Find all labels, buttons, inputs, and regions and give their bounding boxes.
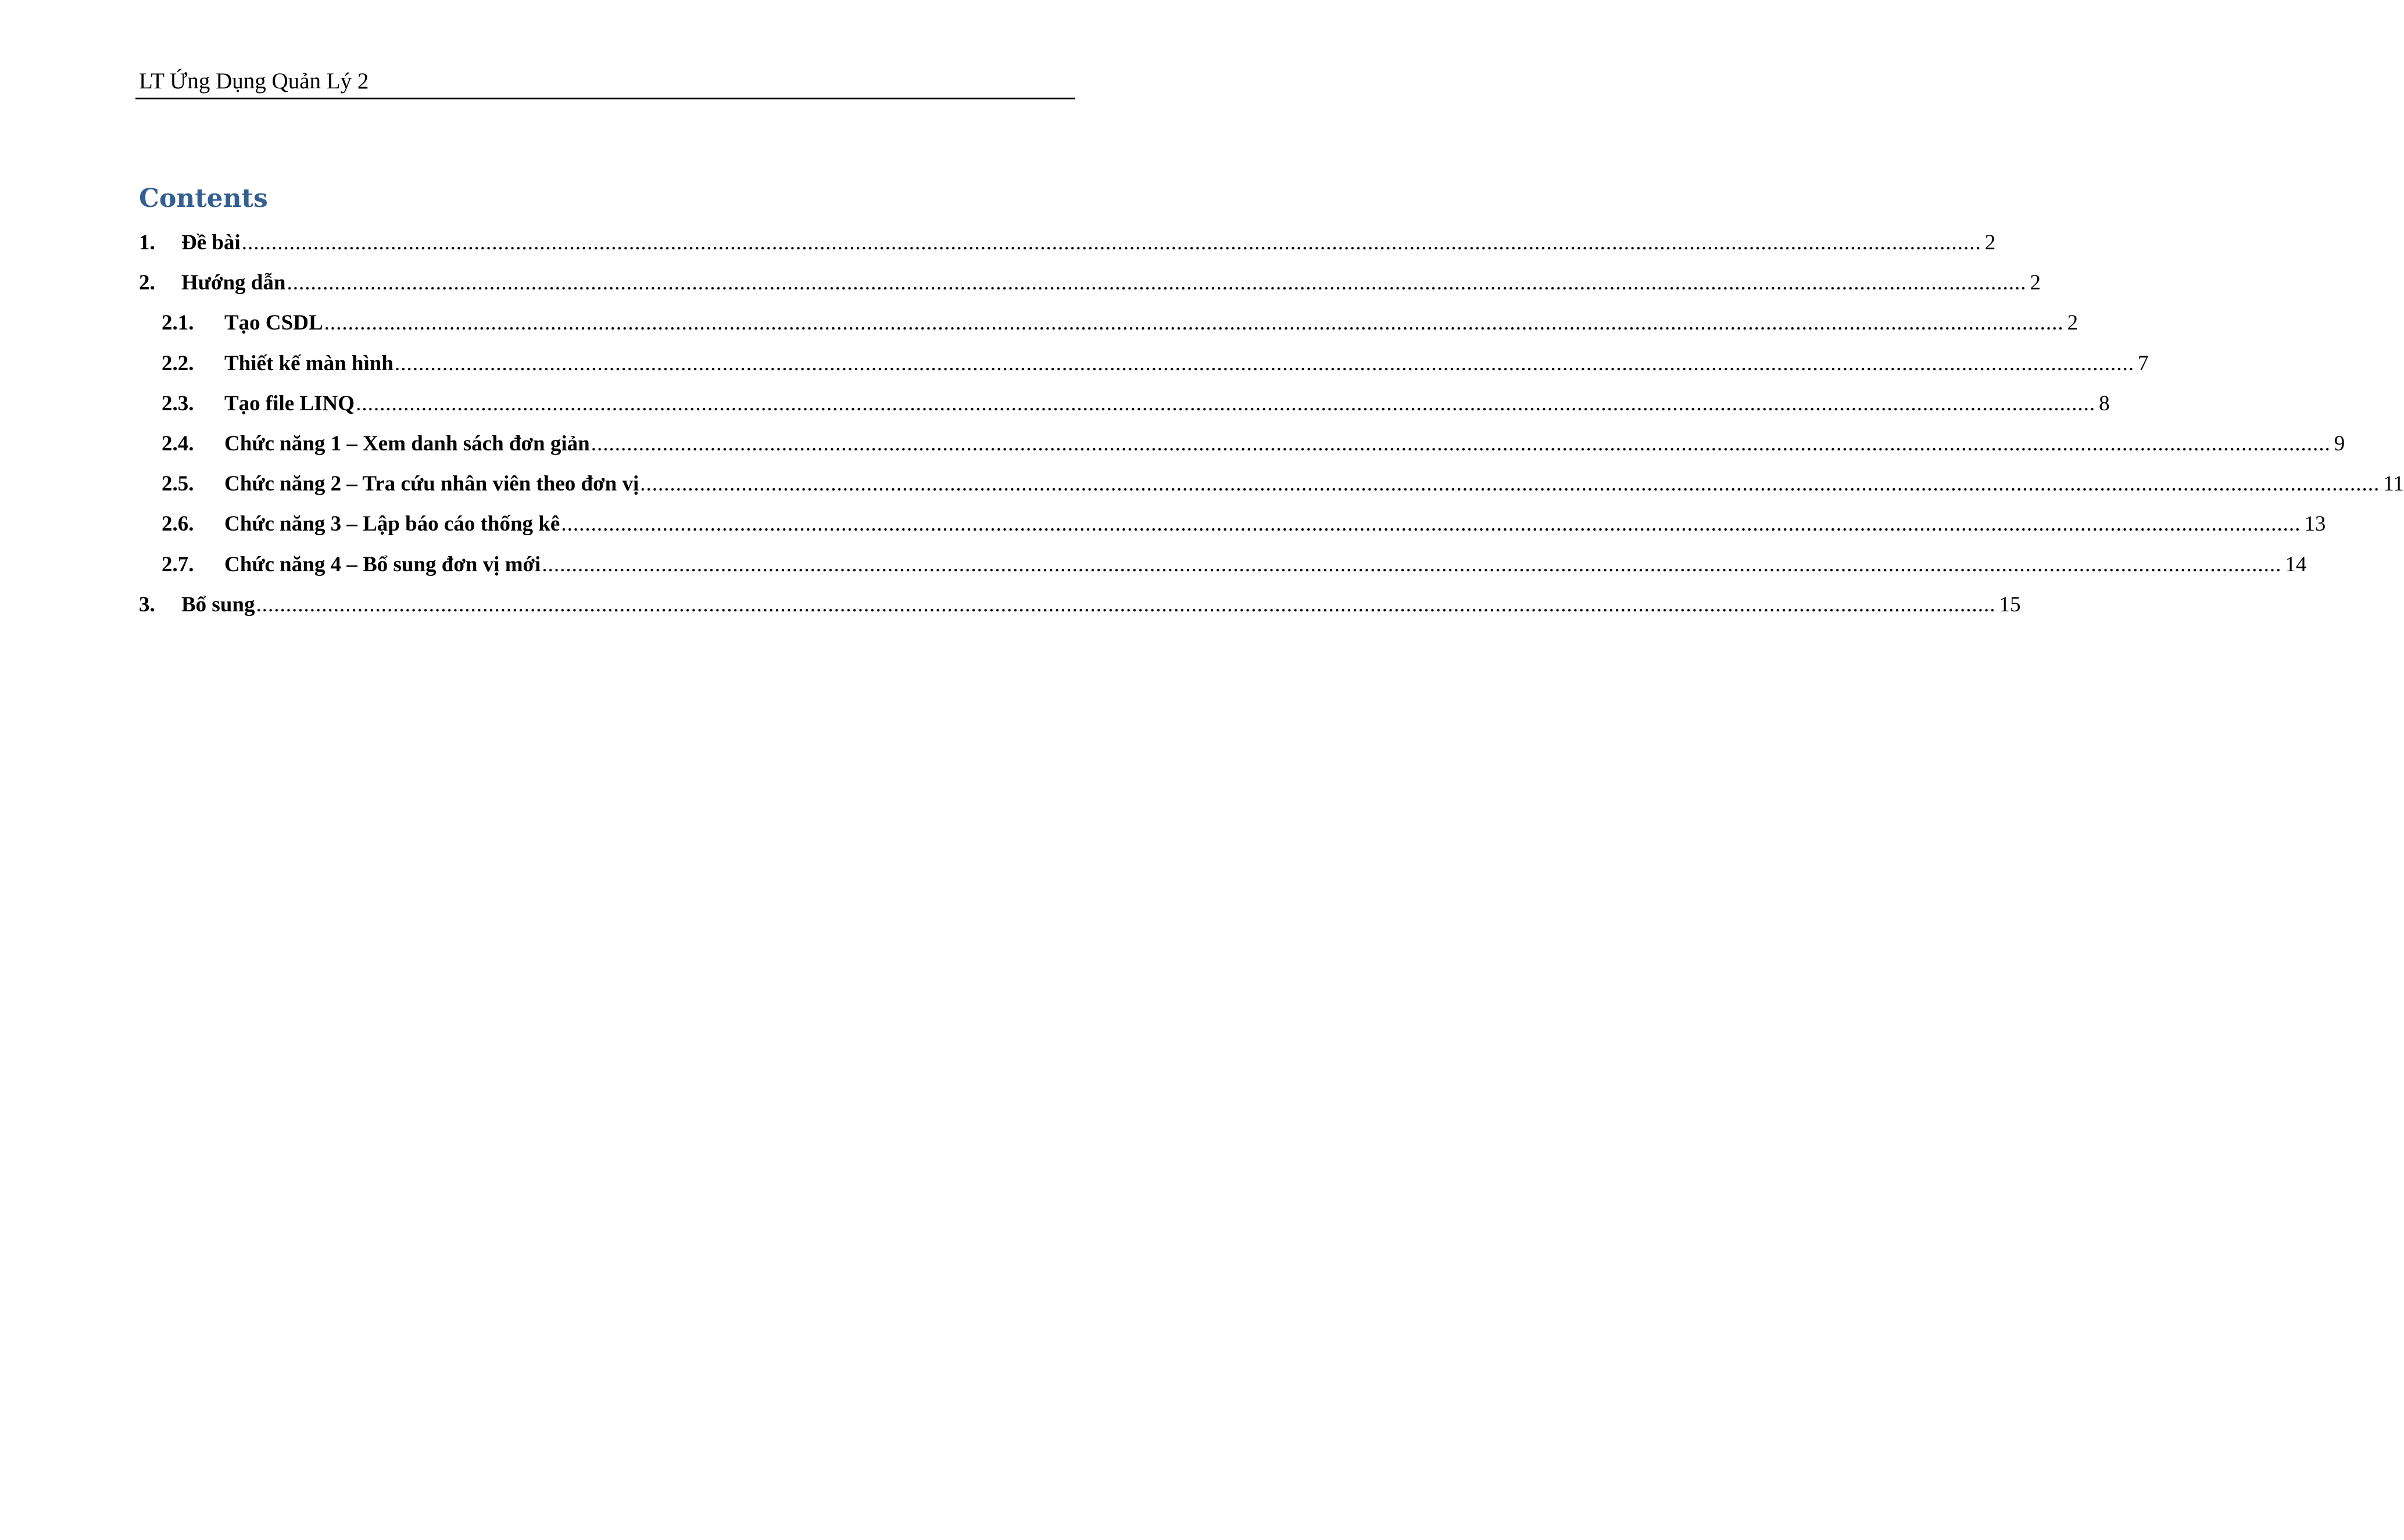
toc-entry[interactable] (0, 389, 2110, 418)
toc-entry[interactable] (0, 228, 1996, 257)
toc-entry[interactable] (0, 510, 2326, 539)
page-header (135, 65, 1075, 99)
toc-entry-number: 2.2. (162, 352, 194, 375)
toc-entry-number: 2.4. (162, 432, 194, 456)
toc-entry-label: Tạo file LINQ (224, 392, 355, 416)
toc-dot-leader: .................................................................................................................................................................................................................................................................................................... (640, 472, 2380, 496)
toc-entry-number: 2. (139, 271, 155, 295)
toc-entry-label: Chức năng 1 – Xem danh sách đơn giản (224, 432, 590, 456)
toc-entry-page-number: 2 (1984, 231, 1996, 255)
toc-entry-page-number: 13 (2304, 512, 2326, 536)
toc-entry-page-number: 15 (1999, 593, 2021, 617)
toc-entry-page-number: 7 (2137, 352, 2149, 375)
toc-entry-label: Chức năng 3 – Lập báo cáo thống kê (224, 512, 560, 536)
toc-entry[interactable] (0, 309, 2079, 338)
toc-entry-page-number: 8 (2099, 392, 2110, 416)
toc-dot-leader: .................................................................................................................................................................................................................................................................................................... (356, 392, 2096, 416)
toc-entry-page-number: 9 (2334, 432, 2345, 456)
toc-dot-leader: .................................................................................................................................................................................................................................................................................................... (287, 271, 2027, 295)
toc-dot-leader: .................................................................................................................................................................................................................................................................................................... (561, 512, 2301, 536)
toc-entry-number: 2.1. (162, 311, 194, 335)
toc-entry-label: Bổ sung (181, 593, 255, 617)
header-title: LT Ứng Dụng Quản Lý 2 (139, 69, 369, 94)
toc-dot-leader: .................................................................................................................................................................................................................................................................................................... (394, 352, 2134, 375)
toc-entry[interactable] (0, 268, 2041, 298)
toc-dot-leader: .................................................................................................................................................................................................................................................................................................... (256, 593, 1996, 617)
toc-entry[interactable] (0, 470, 2404, 499)
toc-entry[interactable] (0, 590, 2021, 619)
toc-entry[interactable] (0, 550, 2307, 579)
toc-entry-page-number: 14 (2285, 553, 2307, 576)
toc-entry-number: 1. (139, 231, 155, 255)
toc-entry-number: 2.3. (162, 392, 194, 416)
toc-dot-leader: .................................................................................................................................................................................................................................................................................................... (241, 231, 1981, 255)
toc-entry-label: Thiết kế màn hình (224, 352, 393, 375)
toc-entry-number: 2.7. (162, 553, 194, 576)
toc-dot-leader: .................................................................................................................................................................................................................................................................................................... (324, 311, 2064, 335)
toc-entry-number: 2.6. (162, 512, 194, 536)
toc-entry-label: Hướng dẫn (181, 271, 286, 295)
toc-entry-page-number: 11 (2383, 472, 2404, 496)
toc-entry[interactable] (0, 429, 2345, 459)
toc-dot-leader: .................................................................................................................................................................................................................................................................................................... (542, 553, 2282, 576)
toc-entry-label: Tạo CSDL (224, 311, 323, 335)
toc-title: Contents (139, 184, 268, 213)
toc-entry-label: Chức năng 2 – Tra cứu nhân viên theo đơn vị (224, 472, 639, 496)
toc-entry-label: Chức năng 4 – Bổ sung đơn vị mới (224, 553, 541, 576)
toc-entry-page-number: 2 (2067, 311, 2079, 335)
toc-dot-leader: .................................................................................................................................................................................................................................................................................................... (591, 432, 2331, 456)
toc-entry[interactable] (0, 349, 2149, 378)
toc-entry-label: Đề bài (181, 231, 241, 255)
toc-entry-number: 3. (139, 593, 155, 617)
toc-entry-number: 2.5. (162, 472, 194, 496)
toc-entry-page-number: 2 (2030, 271, 2041, 295)
